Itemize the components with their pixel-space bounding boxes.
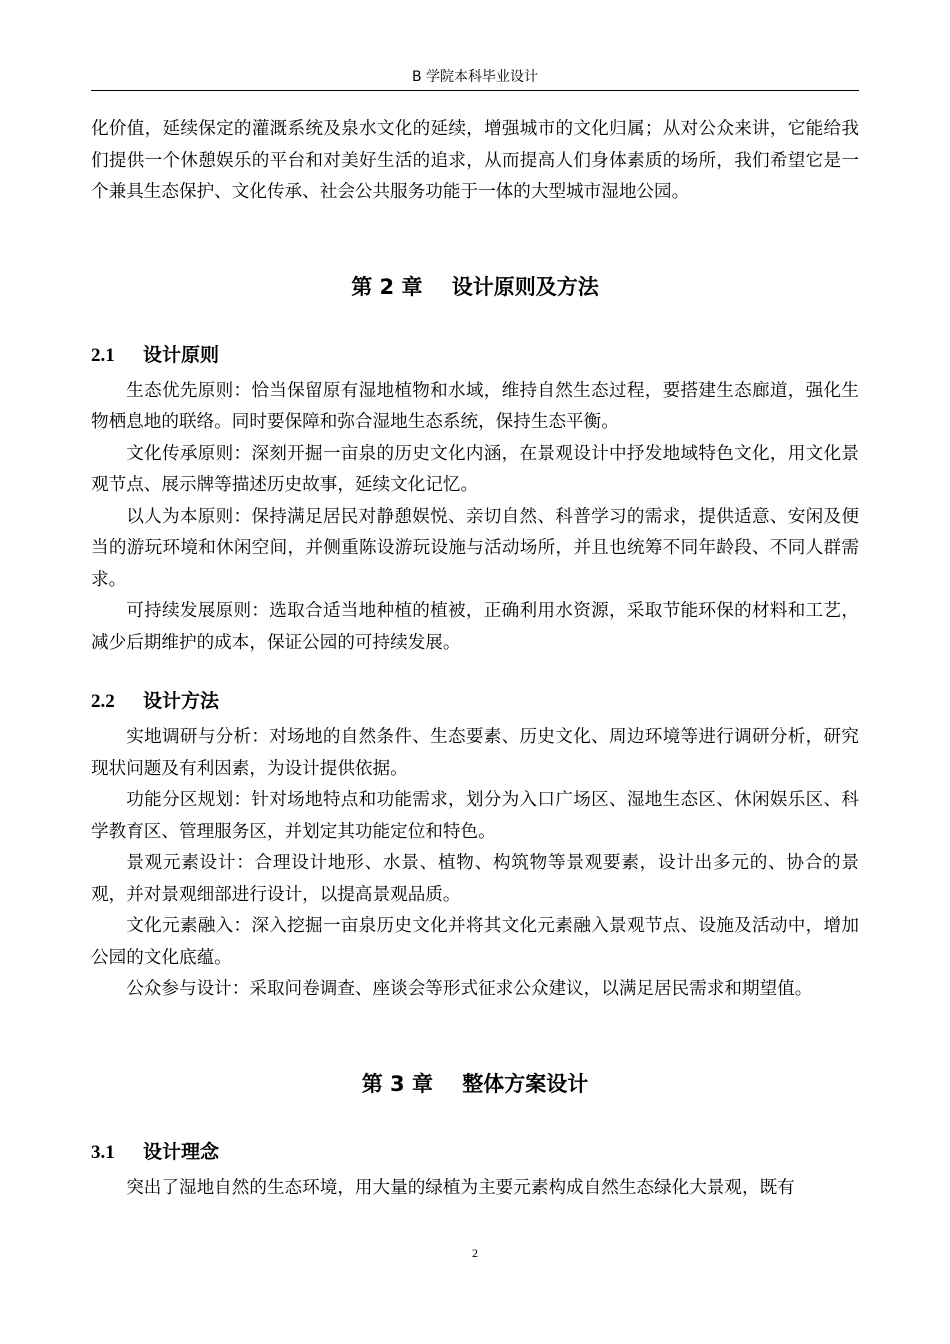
page-number: 2 [472, 1246, 478, 1260]
chapter-2-title: 第 2 章 设计原则及方法 [351, 274, 599, 299]
section-2-2-heading [91, 683, 859, 720]
principle-culture: 文化传承原则：深刻开掘一亩泉的历史文化内涵，在景观设计中抒发地域特色文化，用文化景观节点、展示牌等描述历史故事，延续文化记忆。 [91, 443, 859, 495]
header-title: B 学院本科毕业设计 [411, 69, 539, 85]
page-header [91, 64, 859, 91]
section-2-1-title: 设计原则 [143, 343, 220, 366]
section-3-1-title: 设计理念 [143, 1140, 220, 1163]
document-body [91, 114, 859, 1204]
section-3-1-heading [91, 1134, 859, 1171]
method-landscape: 景观元素设计：合理设计地形、水景、植物、构筑物等景观要素，设计出多元的、协合的景观，并对景观细部进行设计，以提高景观品质。 [91, 853, 859, 905]
section-3-1-number: 3.1 [91, 1141, 115, 1163]
principle-people: 以人为本原则：保持满足居民对静憩娱悦、亲切自然、科普学习的需求，提供适意、安闲及便当的游玩环境和休闲空间，并侧重陈设游玩设施与活动场所，并且也统筹不同年龄段、不同人群需求。 [91, 506, 859, 590]
principle-sustainability: 可持续发展原则：选取合适当地种植的植被，正确利用水资源，采取节能环保的材料和工艺，减少后期维护的成本，保证公园的可持续发展。 [91, 601, 859, 653]
method-culture: 文化元素融入：深入挖掘一亩泉历史文化并将其文化元素融入景观节点、设施及活动中，增加公园的文化底蕴。 [91, 916, 859, 968]
section-2-2-title: 设计方法 [143, 690, 220, 712]
method-survey: 实地调研与分析：对场地的自然条件、生态要素、历史文化、周边环境等进行调研分析，研究现状问题及有利因素，为设计提供依据。 [91, 727, 859, 779]
section-2-1-heading [91, 337, 859, 374]
section-2-2-number: 2.2 [91, 691, 115, 712]
intro-paragraph: 化价值，延续保定的灌溉系统及泉水文化的延续，增强城市的文化归属；从对公众来讲，它能给我们提供一个休憩娱乐的平台和对美好生活的追求，从而提高人们身体素质的场所，我们希望它是一个兼具生态保护、文化传承、社会公共服务功能于一体的大型城市湿地公园。 [91, 119, 859, 202]
concept-paragraph: 突出了湿地自然的生态环境，用大量的绿植为主要元素构成自然生态绿化大景观，既有 [126, 1177, 795, 1198]
chapter-3-title: 第 3 章 整体方案设计 [361, 1071, 589, 1096]
method-zoning: 功能分区规划：针对场地特点和功能需求，划分为入口广场区、湿地生态区、休闲娱乐区、科学教育区、管理服务区，并划定其功能定位和特色。 [91, 790, 859, 842]
principle-ecology: 生态优先原则：恰当保留原有湿地植物和水域，维持自然生态过程，要搭建生态廊道，强化生物栖息地的联络。同时要保障和弥合湿地生态系统，保持生态平衡。 [91, 380, 859, 432]
section-2-1-number: 2.1 [91, 344, 115, 366]
method-participation: 公众参与设计：采取问卷调查、座谈会等形式征求公众建议，以满足居民需求和期望值。 [126, 979, 813, 999]
